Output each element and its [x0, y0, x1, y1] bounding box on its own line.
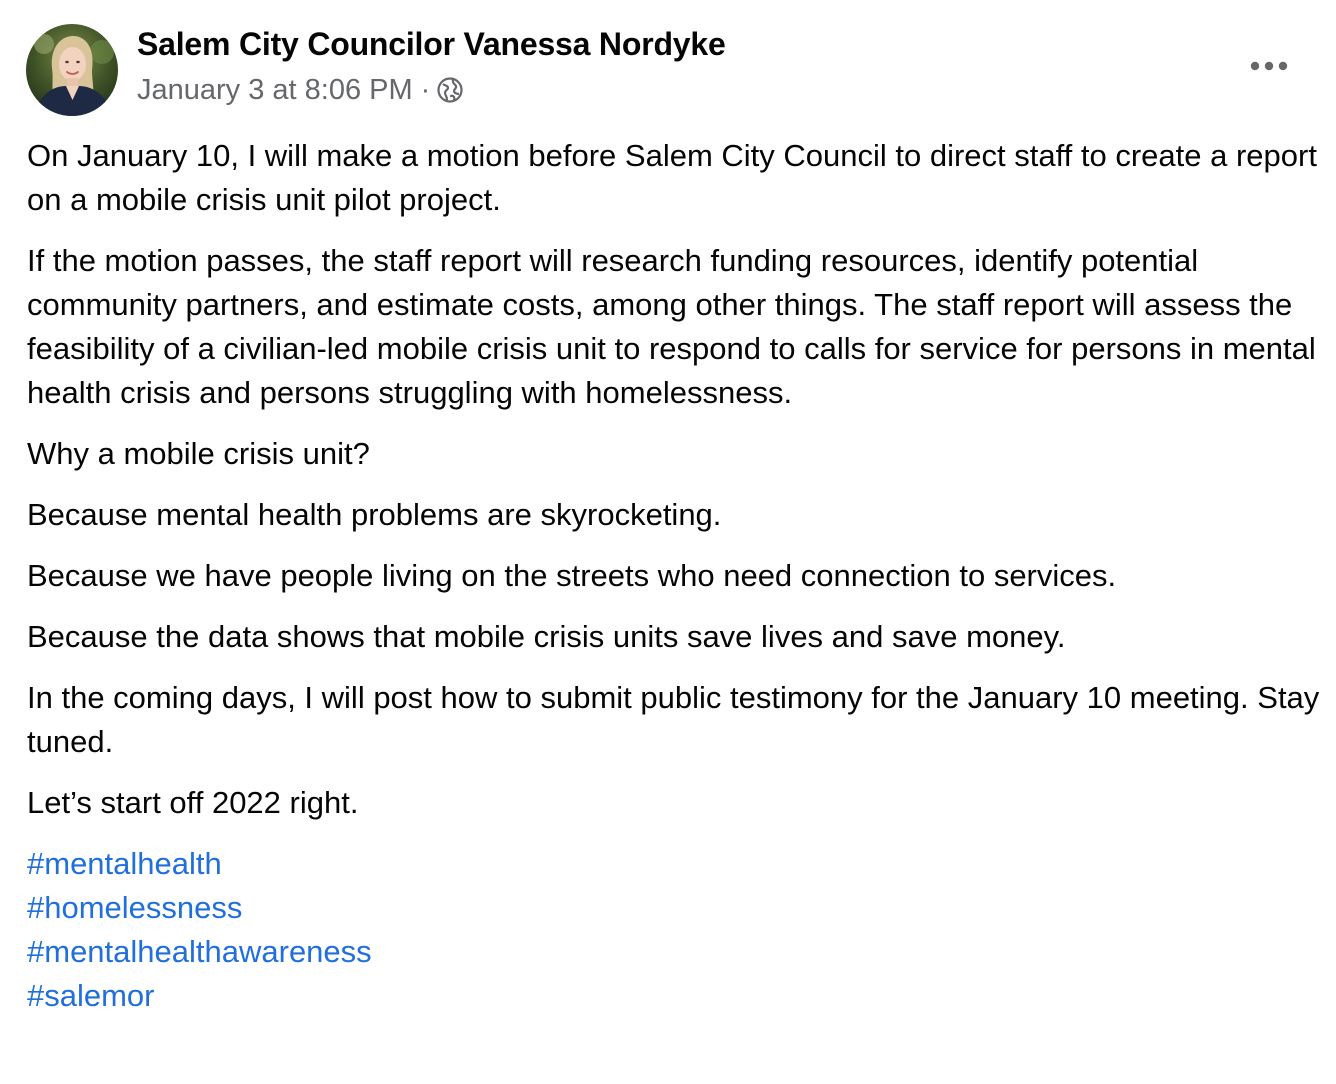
hashtag-link-salemor[interactable]: #salemor [27, 978, 155, 1013]
post-paragraph: Why a mobile crisis unit? [27, 436, 370, 471]
more-horizontal-icon [1249, 60, 1289, 72]
post-paragraph: In the coming days, I will post how to submit public testimony for the January 10 meeting. Stay tuned. [27, 680, 1320, 759]
post-header [26, 22, 1316, 118]
post-body [27, 134, 1323, 1018]
avatar-photo [26, 24, 118, 116]
post-paragraph: Let’s start off 2022 right. [27, 785, 359, 820]
meta-separator: · [420, 73, 431, 106]
more-options-button[interactable] [1244, 46, 1294, 86]
author-name[interactable]: Salem City Councilor Vanessa Nordyke [137, 26, 726, 62]
post-paragraph: On January 10, I will make a motion before Salem City Council to direct staff to create a report on a mobile crisis unit pilot project. [27, 138, 1317, 217]
hashtag-link-mentalhealth[interactable]: #mentalhealth [27, 846, 222, 881]
post-paragraph: Because we have people living on the streets who need connection to services. [27, 558, 1117, 593]
post-meta [137, 72, 464, 108]
post-paragraph: If the motion passes, the staff report will research funding resources, identify potential community partners, and estimate costs, among other things. The staff report will assess the feasibility of a civilian-led mobile crisis unit to respond to calls for service for persons in mental health crisis and persons struggling with homelessness. [27, 243, 1316, 410]
post-paragraph: Because mental health problems are skyrocketing. [27, 497, 722, 532]
post-paragraph: Because the data shows that mobile crisis units save lives and save money. [27, 619, 1066, 654]
hashtag-link-homelessness[interactable]: #homelessness [27, 890, 243, 925]
globe-icon[interactable] [436, 76, 464, 104]
hashtag-link-mentalhealthawareness[interactable]: #mentalhealthawareness [27, 934, 372, 969]
author-avatar[interactable] [26, 24, 118, 116]
hashtag-list [27, 842, 1323, 1018]
post-timestamp[interactable]: January 3 at 8:06 PM [137, 73, 413, 106]
